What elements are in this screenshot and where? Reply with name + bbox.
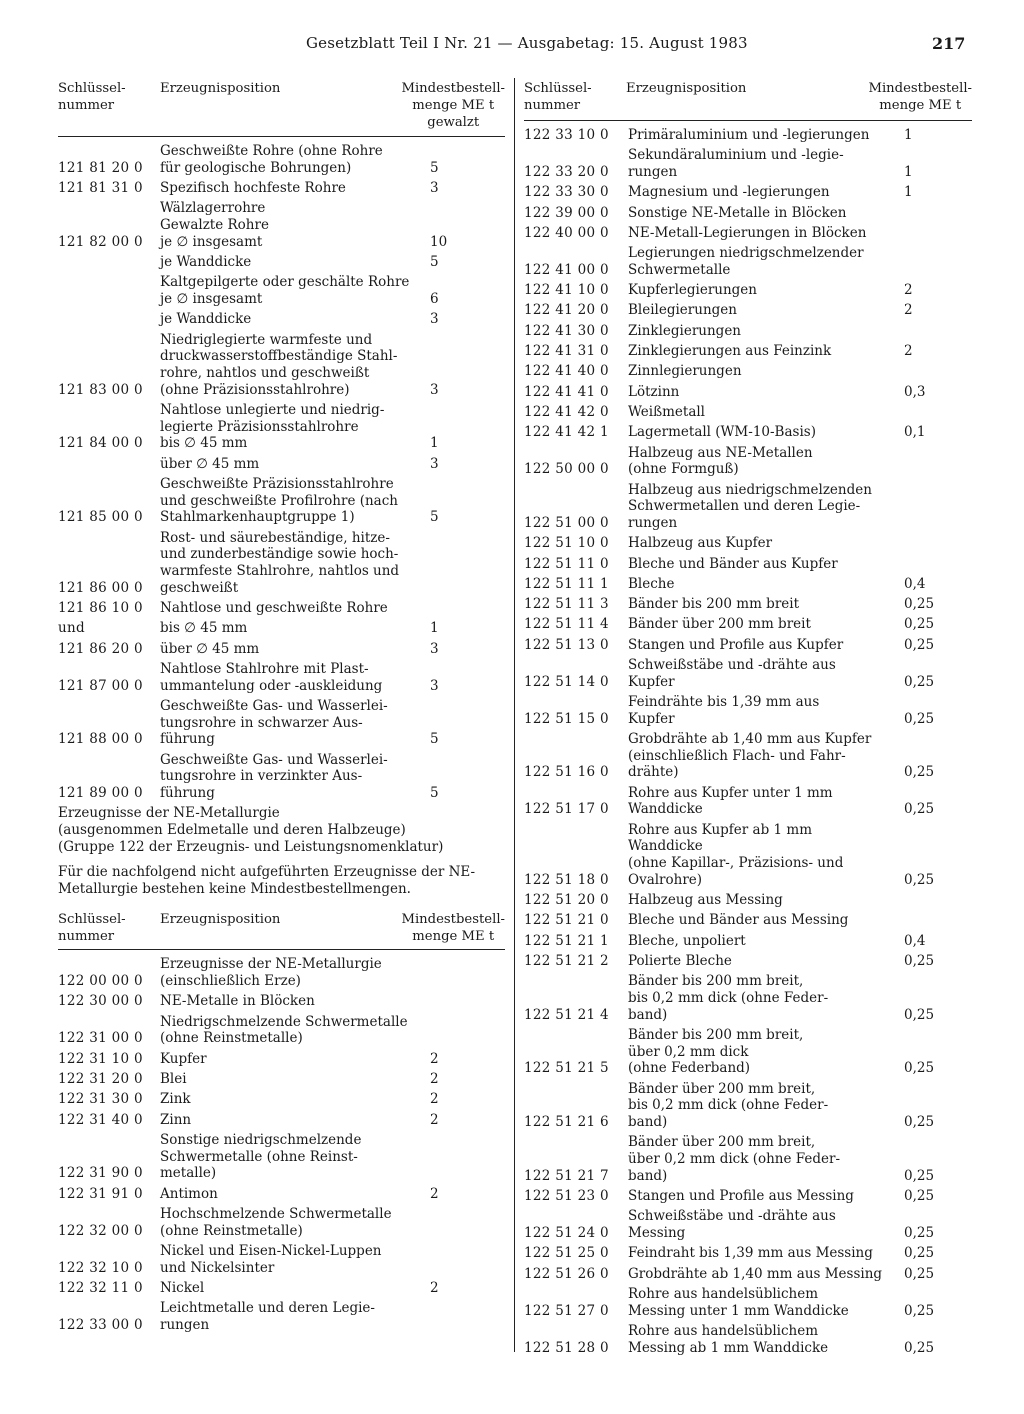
minimum-quantity-cell: 3 [430,381,439,398]
table-row [58,402,505,452]
minimum-quantity-cell: 5 [430,731,439,748]
table-row [58,274,505,307]
minimum-quantity-cell: 1 [904,164,913,180]
minimum-quantity-cell: 1 [430,620,439,637]
product-position-cell: Nickel [160,1279,205,1296]
header-product-position: Erzeugnisposition [626,81,747,96]
product-position-cell: Spezifisch hochfeste Rohre [160,180,346,196]
table-row [524,535,972,552]
header-key-number: Schlüssel- nummer [58,912,126,945]
product-position-cell: Stangen und Profile aus Kupfer [628,636,844,653]
key-number-cell: 122 32 00 0 [58,1222,143,1239]
product-position-cell: Bleche [628,575,675,592]
product-position-cell: Magnesium und -legierungen [628,184,830,201]
minimum-quantity-cell: 0,25 [904,636,935,653]
table-row [58,1112,505,1129]
table-row [58,311,505,328]
minimum-quantity-cell: 0,25 [904,1265,935,1282]
key-number-cell: 122 31 90 0 [58,1165,143,1182]
nonferrous-table-continued [524,127,972,1356]
key-number-cell: 122 51 20 0 [524,892,609,909]
key-number-cell: 122 30 00 0 [58,993,143,1010]
product-position-cell: NE-Metalle in Blöcken [160,993,315,1010]
minimum-quantity-cell: 3 [430,311,439,328]
product-position-cell: Feindrähte bis 1,39 mm aus Kupfer [628,694,820,727]
product-position-cell: Weißmetall [628,403,705,420]
product-position-cell: Halbzeug aus niedrigschmelzenden Schwermetallen und deren Legie- rungen [628,481,872,531]
key-number-cell: 122 41 40 0 [524,363,609,380]
key-number-cell: 122 40 00 0 [524,224,609,241]
table-row [524,822,972,889]
minimum-quantity-cell: 5 [430,785,439,802]
key-number-cell: 122 51 23 0 [524,1188,609,1205]
minimum-quantity-cell: 0,25 [904,673,935,690]
product-position-cell: Bänder über 200 mm breit [628,616,811,633]
minimum-quantity-cell: 3 [430,677,439,694]
key-number-cell: 121 86 20 0 [58,640,143,657]
key-number-cell: 122 31 40 0 [58,1111,143,1128]
key-number-cell: 122 33 20 0 [524,164,609,180]
minimum-quantity-cell: 0,25 [904,616,935,633]
key-number-cell: 122 51 11 1 [524,575,609,592]
product-position-cell: Nahtlose und geschweißte Rohre [160,600,388,617]
minimum-quantity-cell: 0,25 [904,801,935,818]
key-number-cell: 122 32 11 0 [58,1279,143,1296]
product-position-cell: über ∅ 45 mm [160,455,260,472]
table-row [58,698,505,748]
product-position-cell: NE-Metall-Legierungen in Blöcken [628,224,867,241]
key-number-cell: 122 51 10 0 [524,535,609,552]
product-position-cell: Bänder über 200 mm breit, über 0,2 mm dick (ohne Feder- band) [628,1134,841,1184]
product-position-cell: Bleche und Bänder aus Messing [628,912,849,929]
product-position-cell: Bleilegierungen [628,302,737,319]
key-number-cell: 122 32 10 0 [58,1259,143,1276]
table-row [524,127,972,144]
table-row [524,323,972,340]
product-position-cell: je Wanddicke [160,311,252,328]
product-position-cell: bis ∅ 45 mm [160,620,248,637]
key-number-cell: 122 51 11 4 [524,616,609,633]
product-position-cell: Legierungen niedrigschmelzender Schwermetalle [628,245,864,278]
key-number-cell: 122 50 00 0 [524,461,609,478]
section-note: Für die nachfolgend nicht aufgeführten Erzeugnisse der NE- Metallurgie bestehen keine Mindestbestellmengen. [58,863,476,897]
product-position-cell: Nahtlose unlegierte und niedrig- legierte Präzisionsstahlrohre bis ∅ 45 mm [160,402,385,452]
minimum-quantity-cell: 0,4 [904,932,926,949]
table-row [524,482,972,532]
key-number-cell: 122 51 11 3 [524,596,609,613]
key-number-cell: 121 85 00 0 [58,509,143,526]
product-position-cell: Erzeugnisse der NE-Metallurgie (einschließlich Erze) [160,956,382,990]
key-number-cell: 122 51 26 0 [524,1265,609,1282]
minimum-quantity-cell: 10 [430,233,448,250]
product-position-cell: Geschweißte Gas- und Wasserlei- tungsrohre in verzinkter Aus- führung [160,751,388,802]
key-number-cell: 122 51 21 2 [524,953,609,970]
minimum-quantity-cell: 2 [904,302,913,319]
key-number-cell: 122 51 28 0 [524,1339,609,1356]
product-position-cell: Nahtlose Stahlrohre mit Plast- ummantelung oder -auskleidung [160,661,383,694]
product-position-cell: Stangen und Profile aus Messing [628,1188,854,1205]
table-row [58,1206,505,1239]
product-position-cell: Rost- und säurebeständige, hitze- und zunderbeständige sowie hoch- warmfeste Stahlrohre, nahtlos und geschweißt [160,529,400,596]
product-position-cell: Halbzeug aus Kupfer [628,535,773,552]
table-row [524,973,972,1023]
table-row [58,1132,505,1182]
key-number-cell: und [58,620,85,637]
product-position-cell: Lagermetall (WM-10-Basis) [628,424,816,441]
product-position-cell: Polierte Bleche [628,953,732,970]
key-number-cell: 121 88 00 0 [58,731,143,748]
key-number-cell: 122 41 31 0 [524,343,609,360]
key-number-cell: 122 51 24 0 [524,1225,609,1242]
key-number-cell: 122 51 13 0 [524,636,609,653]
table-row [58,620,505,637]
product-position-cell: Rohre aus Kupfer unter 1 mm Wanddicke [628,784,833,818]
minimum-quantity-cell: 0,25 [904,953,935,970]
header-product-position: Erzeugnisposition [160,81,281,96]
product-position-cell: Bleche, unpoliert [628,932,746,949]
table-row [58,993,505,1010]
key-number-cell: 122 51 27 0 [524,1302,609,1319]
key-number-cell: 122 31 10 0 [58,1050,143,1067]
minimum-quantity-cell: 2 [430,1279,439,1296]
product-position-cell: Bänder bis 200 mm breit [628,596,799,613]
table-row [524,657,972,690]
key-number-cell: 122 41 42 1 [524,424,609,441]
table-row [58,200,505,250]
table-row [524,933,972,950]
key-number-cell: 121 86 00 0 [58,579,143,596]
minimum-quantity-cell: 1 [904,127,913,143]
table-row [58,476,505,526]
product-position-cell: Zinn [160,1111,192,1128]
product-position-cell: Hochschmelzende Schwermetalle (ohne Reinstmetalle) [160,1205,392,1239]
header-minimum-quantity: Mindestbestell- menge ME t [401,912,505,945]
key-number-cell: 122 51 25 0 [524,1245,609,1262]
table-row [524,892,972,909]
product-position-cell: Antimon [160,1185,218,1202]
product-position-cell: Schweißstäbe und -drähte aus Messing [628,1208,836,1242]
key-number-cell: 122 51 21 7 [524,1167,609,1184]
minimum-quantity-cell: 0,25 [904,1302,935,1319]
table-row [524,616,972,633]
key-number-cell: 122 31 30 0 [58,1091,143,1108]
product-position-cell: Kaltgepilgerte oder geschälte Rohre je ∅ insgesamt [160,274,410,307]
product-position-cell: Bänder über 200 mm breit, bis 0,2 mm dick (ohne Feder- band) [628,1080,829,1131]
key-number-cell: 122 41 41 0 [524,383,609,400]
table-row [524,1323,972,1356]
table-row [524,556,972,573]
table-row [524,1208,972,1241]
key-number-cell: 122 51 18 0 [524,871,609,888]
product-position-cell: Halbzeug aus NE-Metallen (ohne Formguß) [628,444,813,478]
table-row [524,785,972,818]
key-number-cell: 121 86 10 0 [58,600,143,617]
nonferrous-table [58,956,505,1333]
key-number-cell: 122 51 21 4 [524,1006,609,1023]
table-row [524,637,972,654]
product-position-cell: Blei [160,1070,187,1087]
minimum-quantity-cell: 0,25 [904,710,935,727]
product-position-cell: Zinklegierungen [628,322,741,339]
table-row [58,1300,505,1333]
minimum-quantity-cell: 0,25 [904,764,935,781]
minimum-quantity-cell: 0,25 [904,1339,935,1356]
key-number-cell: 122 51 14 0 [524,673,609,690]
table-row [58,456,505,473]
table-row [524,1286,972,1319]
product-position-cell: Leichtmetalle und deren Legie- rungen [160,1300,375,1333]
header-key-number: Schlüssel- nummer [58,81,126,113]
product-position-cell: Geschweißte Rohre (ohne Rohre für geologische Bohrungen) [160,143,383,176]
minimum-quantity-cell: 5 [430,509,439,526]
key-number-cell: 122 51 11 0 [524,555,609,572]
table-row [524,363,972,380]
product-position-cell: Zink [160,1091,191,1108]
key-number-cell: 121 87 00 0 [58,677,143,694]
product-position-cell: je Wanddicke [160,254,252,270]
key-number-cell: 122 51 21 1 [524,932,609,949]
table-header [524,78,972,121]
key-number-cell: 122 33 10 0 [524,127,609,143]
table-row [524,184,972,201]
header-product-position: Erzeugnisposition [160,912,281,928]
key-number-cell: 122 41 30 0 [524,322,609,339]
table-row [58,1071,505,1088]
table-row [58,641,505,658]
table-row [524,282,972,299]
minimum-quantity-cell: 1 [430,435,439,452]
table-row [58,530,505,597]
key-number-cell: 122 31 20 0 [58,1070,143,1087]
product-position-cell: Rohre aus handelsüblichem Messing unter 1 mm Wanddicke [628,1286,849,1319]
key-number-cell: 121 82 00 0 [58,233,143,250]
minimum-quantity-cell: 2 [430,1070,439,1087]
table-row [58,1051,505,1068]
table-row [524,384,972,401]
product-position-cell: Wälzlagerrohre Gewalzte Rohre je ∅ insgesamt [160,200,269,250]
table-row [58,600,505,617]
key-number-cell: 121 83 00 0 [58,381,143,398]
table-row [58,661,505,694]
minimum-quantity-cell: 2 [430,1111,439,1128]
key-number-cell: 122 41 10 0 [524,282,609,299]
table-row [524,576,972,593]
section-intro: Erzeugnisse der NE-Metallurgie (ausgenommen Edelmetalle und deren Halbzeuge) (Gruppe 122 der Erzeugnis- und Leistungsnomenklatur) [58,805,444,855]
key-number-cell: 122 51 16 0 [524,764,609,781]
key-number-cell: 122 00 00 0 [58,973,143,990]
table-row [524,953,972,970]
product-position-cell: Sonstige niedrigschmelzende Schwermetalle (ohne Reinst- metalle) [160,1131,362,1182]
table-row [524,404,972,421]
right-column [524,78,972,1360]
table-row [58,1091,505,1108]
table-row [524,205,972,222]
left-column [58,78,505,1337]
minimum-quantity-cell: 5 [430,254,439,270]
key-number-cell: 122 39 00 0 [524,204,609,221]
minimum-quantity-cell: 3 [430,455,439,472]
product-position-cell: Geschweißte Gas- und Wasserlei- tungsrohre in schwarzer Aus- führung [160,698,388,748]
minimum-quantity-cell: 0,25 [904,1114,935,1131]
table-header [58,78,505,137]
table-row [524,1188,972,1205]
product-position-cell: Rohre aus Kupfer ab 1 mm Wanddicke (ohne Kapillar-, Präzisions- und Ovalrohre) [628,821,844,888]
minimum-quantity-cell: 2 [430,1185,439,1202]
minimum-quantity-cell: 2 [904,282,913,299]
product-position-cell: Zinnlegierungen [628,363,742,380]
minimum-quantity-cell: 1 [904,184,913,201]
header-key-number: Schlüssel- nummer [524,81,592,113]
product-position-cell: Rohre aus handelsüblichem Messing ab 1 mm Wanddicke [628,1323,829,1356]
product-position-cell: Bänder bis 200 mm breit, bis 0,2 mm dick (ohne Feder- band) [628,973,829,1023]
header-minimum-quantity: Mindestbestell- menge ME t gewalzt [401,81,505,130]
table-row [524,225,972,242]
minimum-quantity-cell: 2 [904,343,913,360]
product-position-cell: Schweißstäbe und -drähte aus Kupfer [628,657,836,690]
key-number-cell: 122 41 42 0 [524,403,609,420]
product-position-cell: Feindraht bis 1,39 mm aus Messing [628,1245,873,1262]
product-position-cell: Bänder bis 200 mm breit, über 0,2 mm dick (ohne Federband) [628,1027,804,1077]
product-position-cell: über ∅ 45 mm [160,640,260,657]
table-row [524,302,972,319]
table-row [58,1014,505,1047]
table-row [524,1245,972,1262]
table-row [58,1243,505,1276]
table-row [524,424,972,441]
product-position-cell: Bleche und Bänder aus Kupfer [628,555,838,572]
minimum-quantity-cell: 0,25 [904,1225,935,1242]
column-divider [514,78,515,1352]
key-number-cell: 122 31 00 0 [58,1030,143,1047]
key-number-cell: 122 51 17 0 [524,801,609,818]
key-number-cell: 122 51 21 0 [524,912,609,929]
key-number-cell: 122 41 00 0 [524,261,609,278]
table-row [58,752,505,802]
product-position-cell: Sonstige NE-Metalle in Blöcken [628,204,847,221]
product-position-cell: Kupferlegierungen [628,282,757,299]
table-row [524,1081,972,1131]
minimum-quantity-cell: 3 [430,180,439,196]
table-row [524,694,972,727]
key-number-cell: 122 51 21 6 [524,1114,609,1131]
table-row [58,254,505,271]
product-position-cell: Kupfer [160,1050,207,1067]
minimum-quantity-cell: 0,25 [904,1006,935,1023]
key-number-cell: 122 51 15 0 [524,710,609,727]
minimum-quantity-cell: 2 [430,1091,439,1108]
table-row [524,1266,972,1283]
product-position-cell: Niedriglegierte warmfeste und druckwasserstoffbeständige Stahl- rohre, nahtlos und geschweißt (ohne Präzisionsstahlrohre) [160,331,398,398]
page-header [0,34,1024,58]
minimum-quantity-cell: 2 [430,1050,439,1067]
steel-tube-table [58,143,505,802]
key-number-cell: 121 81 31 0 [58,180,143,196]
minimum-quantity-cell: 0,25 [904,871,935,888]
table-row [524,1027,972,1077]
key-number-cell: 121 84 00 0 [58,435,143,452]
header-title: Gesetzblatt Teil I Nr. 21 — Ausgabetag: 15. August 1983 [306,34,748,52]
minimum-quantity-cell: 6 [430,291,439,307]
product-position-cell: Niedrigschmelzende Schwermetalle (ohne Reinstmetalle) [160,1013,408,1047]
table-row [58,143,505,176]
product-position-cell: Grobdrähte ab 1,40 mm aus Messing [628,1265,883,1282]
product-position-cell: Zinklegierungen aus Feinzink [628,343,832,360]
product-position-cell: Primäraluminium und -legierungen [628,127,870,143]
table-row [524,731,972,781]
product-position-cell: Lötzinn [628,383,680,400]
table-row [524,596,972,613]
page-number: 217 [932,34,966,53]
minimum-quantity-cell: 0,25 [904,1060,935,1077]
key-number-cell: 121 89 00 0 [58,785,143,802]
minimum-quantity-cell: 0,25 [904,1167,935,1184]
table-row [524,912,972,929]
table-row [58,956,505,989]
table-row [524,1134,972,1184]
product-position-cell: Sekundäraluminium und -legie- rungen [628,147,844,180]
table-row [58,180,505,197]
minimum-quantity-cell: 5 [430,159,439,176]
product-position-cell: Halbzeug aus Messing [628,892,783,909]
minimum-quantity-cell: 0,1 [904,424,926,441]
key-number-cell: 122 41 20 0 [524,302,609,319]
table-row [524,343,972,360]
table-row [524,147,972,180]
minimum-quantity-cell: 0,3 [904,383,926,400]
minimum-quantity-cell: 0,25 [904,1188,935,1205]
header-minimum-quantity: Mindestbestell- menge ME t [868,81,972,113]
key-number-cell: 122 33 00 0 [58,1316,143,1333]
product-position-cell: Nickel und Eisen-Nickel-Luppen und Nickelsinter [160,1242,382,1276]
key-number-cell: 122 33 30 0 [524,184,609,201]
table-row [58,1186,505,1203]
key-number-cell: 122 51 21 5 [524,1060,609,1077]
key-number-cell: 121 81 20 0 [58,159,143,176]
table-row [58,1280,505,1297]
product-position-cell: Grobdrähte ab 1,40 mm aus Kupfer (einschließlich Flach- und Fahr- drähte) [628,731,872,781]
minimum-quantity-cell: 0,4 [904,575,926,592]
product-position-cell: Geschweißte Präzisionsstahlrohre und geschweißte Profilrohre (nach Stahlmarkenhauptgruppe 1) [160,476,398,526]
minimum-quantity-cell: 0,25 [904,596,935,613]
table-row [524,245,972,278]
key-number-cell: 122 31 91 0 [58,1185,143,1202]
key-number-cell: 122 51 00 0 [524,514,609,531]
minimum-quantity-cell: 3 [430,640,439,657]
table-row [58,332,505,399]
minimum-quantity-cell: 0,25 [904,1245,935,1262]
table-header [58,909,505,950]
table-row [524,445,972,478]
